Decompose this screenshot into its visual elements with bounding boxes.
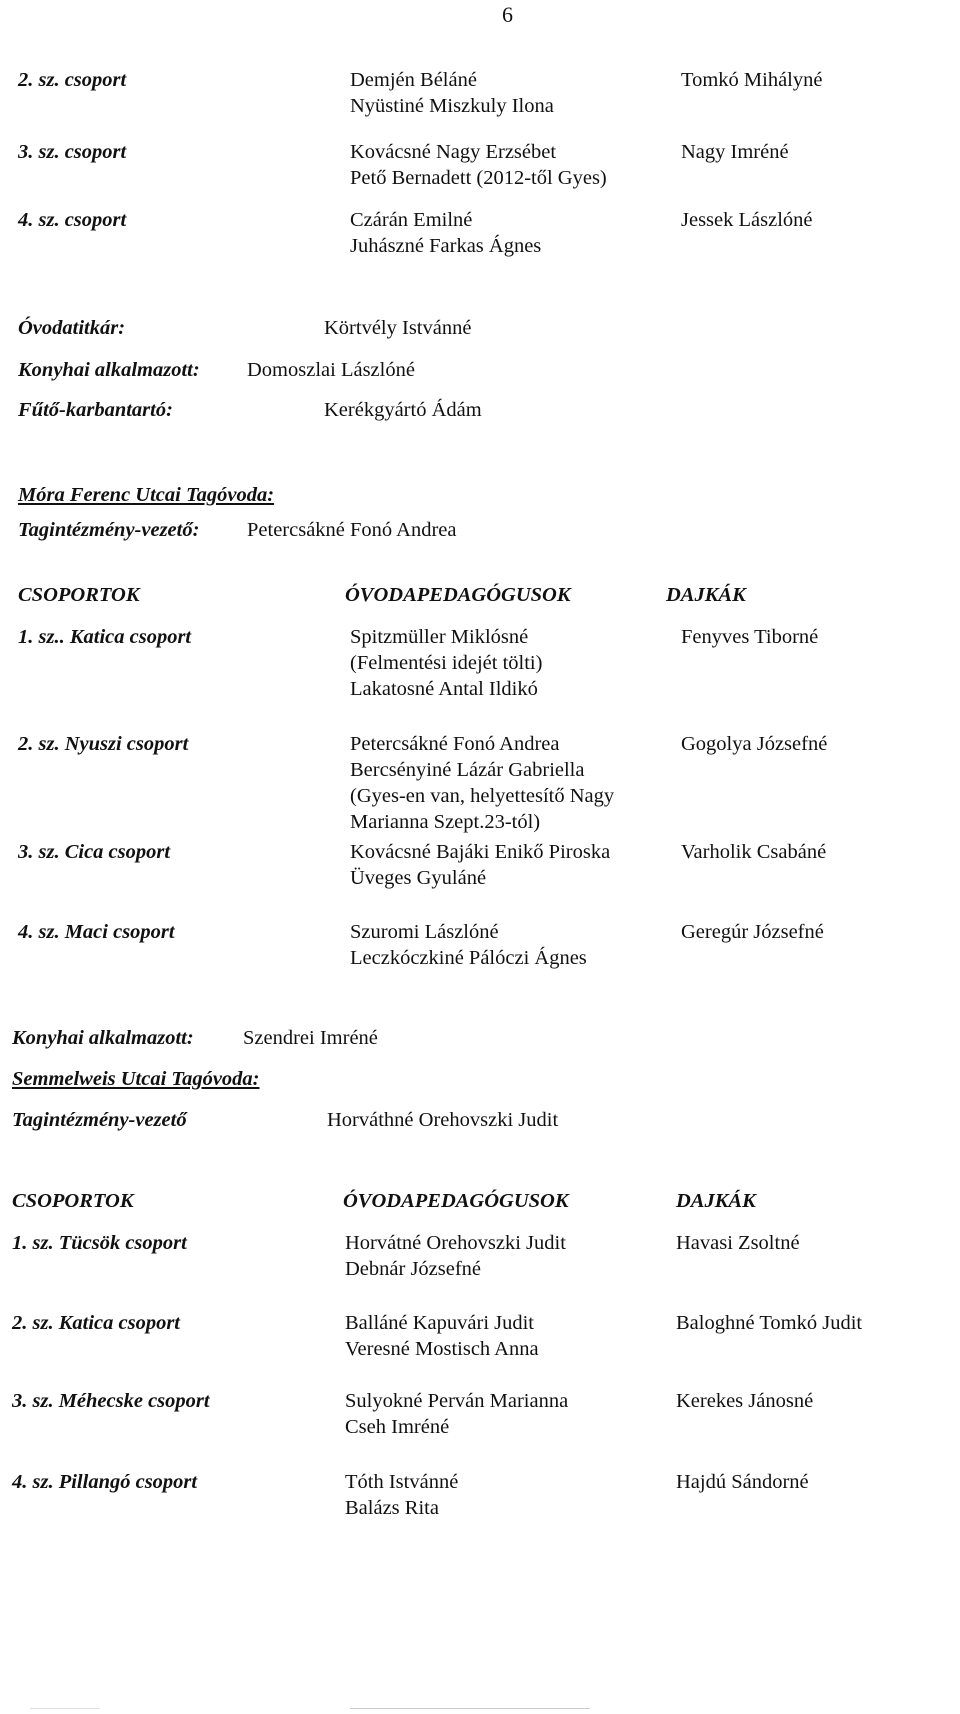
kitchen-staff-label: Konyhai alkalmazott: (18, 359, 200, 381)
group-label: 4. sz. Maci csoport (18, 921, 175, 943)
assistant-name: Jessek Lászlóné (681, 209, 813, 231)
assistant-name: Geregúr Józsefné (681, 921, 824, 943)
kitchen-staff-name: Domoszlai Lászlóné (247, 359, 415, 381)
section-heading-mora: Móra Ferenc Utcai Tagóvoda: (18, 484, 275, 506)
leader-name: Petercsákné Fonó Andrea (247, 519, 457, 541)
assistant-name: Tomkó Mihályné (681, 69, 823, 91)
teacher-note: (Felmentési idejét tölti) (350, 652, 543, 674)
group-label: 3. sz. Méhecske csoport (12, 1390, 210, 1412)
assistant-name: Havasi Zsoltné (676, 1232, 800, 1254)
secretary-label: Óvodatitkár: (18, 317, 126, 339)
group-label: 1. sz.. Katica csoport (18, 626, 192, 648)
group-label: 2. sz. csoport (18, 69, 127, 91)
teacher-name: Szuromi Lászlóné (350, 921, 499, 943)
teacher-name: Balláné Kapuvári Judit (345, 1312, 535, 1334)
leader-label: Tagintézmény-vezető: (18, 519, 200, 541)
maintenance-label: Fűtő-karbantartó: (18, 399, 173, 421)
teacher-name: Spitzmüller Miklósné (350, 626, 529, 648)
teacher-name: Kovácsné Nagy Erzsébet (350, 141, 557, 163)
column-header-groups: CSOPORTOK (18, 584, 140, 606)
teacher-name: Debnár Józsefné (345, 1258, 482, 1280)
teacher-name: Cseh Imréné (345, 1416, 450, 1438)
secretary-name: Körtvély Istvánné (324, 317, 472, 339)
column-header-assistants: DAJKÁK (676, 1190, 756, 1212)
assistant-name: Hajdú Sándorné (676, 1471, 809, 1493)
teacher-name: Demjén Béláné (350, 69, 477, 91)
teacher-name: Nyüstiné Miszkuly Ilona (350, 95, 554, 117)
teacher-name: Horvátné Orehovszki Judit (345, 1232, 566, 1254)
assistant-name: Nagy Imréné (681, 141, 789, 163)
teacher-name: Sulyokné Perván Marianna (345, 1390, 569, 1412)
scan-artifact-line (350, 1708, 590, 1709)
teacher-name: Leczkóczkiné Pálóczi Ágnes (350, 947, 587, 969)
teacher-name: Kovácsné Bajáki Enikő Piroska (350, 841, 611, 863)
teacher-name: Bercsényiné Lázár Gabriella (350, 759, 585, 781)
teacher-name: Juhászné Farkas Ágnes (350, 235, 542, 257)
column-header-teachers: ÓVODAPEDAGÓGUSOK (345, 584, 571, 606)
teacher-name: Czárán Emilné (350, 209, 473, 231)
teacher-name: Pető Bernadett (2012-től Gyes) (350, 167, 607, 189)
teacher-note: Marianna Szept.23-tól) (350, 811, 541, 833)
assistant-name: Gogolya Józsefné (681, 733, 828, 755)
assistant-name: Fenyves Tiborné (681, 626, 819, 648)
teacher-name: Veresné Mostisch Anna (345, 1338, 539, 1360)
group-label: 3. sz. csoport (18, 141, 127, 163)
leader-name: Horváthné Orehovszki Judit (327, 1109, 559, 1131)
teacher-name: Balázs Rita (345, 1497, 439, 1519)
teacher-name: Lakatosné Antal Ildikó (350, 678, 538, 700)
column-header-teachers: ÓVODAPEDAGÓGUSOK (343, 1190, 569, 1212)
kitchen-staff-name: Szendrei Imréné (243, 1027, 378, 1049)
column-header-groups: CSOPORTOK (12, 1190, 134, 1212)
kitchen-staff-label: Konyhai alkalmazott: (12, 1027, 194, 1049)
section-heading-semmelweis: Semmelweis Utcai Tagóvoda: (12, 1068, 260, 1090)
assistant-name: Baloghné Tomkó Judit (676, 1312, 863, 1334)
leader-label: Tagintézmény-vezető (12, 1109, 187, 1131)
assistant-name: Varholik Csabáné (681, 841, 827, 863)
group-label: 4. sz. csoport (18, 209, 127, 231)
column-header-assistants: DAJKÁK (666, 584, 746, 606)
page-number: 6 (502, 2, 513, 27)
scan-artifact-line (30, 1708, 100, 1709)
assistant-name: Kerekes Jánosné (676, 1390, 814, 1412)
teacher-name: Üveges Gyuláné (350, 867, 487, 889)
teacher-note: (Gyes-en van, helyettesítő Nagy (350, 785, 615, 807)
teacher-name: Petercsákné Fonó Andrea (350, 733, 560, 755)
group-label: 1. sz. Tücsök csoport (12, 1232, 187, 1254)
group-label: 3. sz. Cica csoport (18, 841, 171, 863)
group-label: 2. sz. Katica csoport (12, 1312, 180, 1334)
maintenance-name: Kerékgyártó Ádám (324, 399, 482, 421)
teacher-name: Tóth Istvánné (345, 1471, 459, 1493)
group-label: 4. sz. Pillangó csoport (12, 1471, 198, 1493)
group-label: 2. sz. Nyuszi csoport (18, 733, 189, 755)
